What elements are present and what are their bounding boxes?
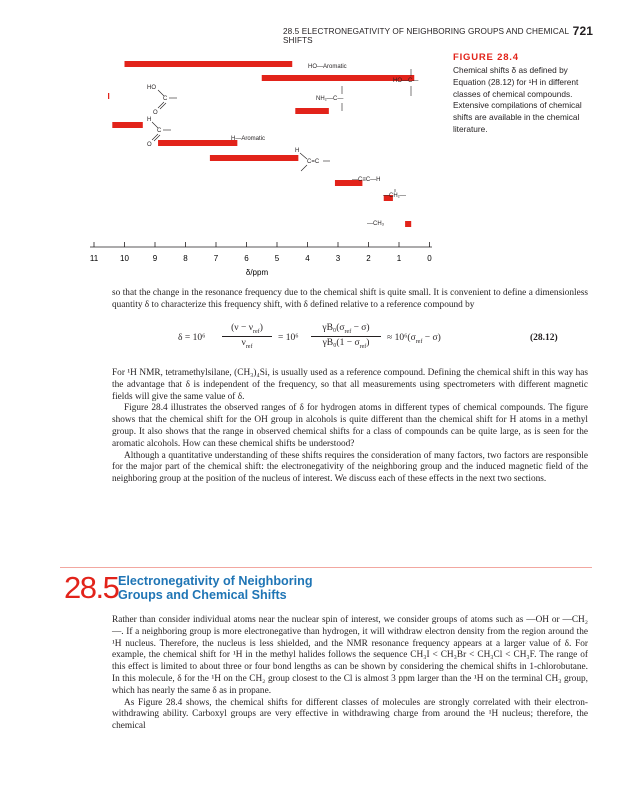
eq-lhs: δ = 10⁶ (178, 333, 206, 343)
acid-o-label: O (153, 110, 158, 116)
eq-frac1: $(\nu - \nu_{ref})$ $\nu_{ref}$ (222, 323, 272, 350)
figure-caption: Chemical shifts δ as defined by Equation (28.12) for ¹H in different classes of chemical compounds. Extensive compilations of chemical shifts are available in the chemical literature. (453, 65, 582, 134)
body-paragraph-2: For ¹H NMR, tetramethylsilane, (CH₃)₄Si, is usually used as a reference compound. Defining the chemical shift in this way has the advantage that δ is independent of the frequency, so that all measurements using spectrometers with different magnetic fields will give the same value of δ. (112, 368, 588, 402)
x-tick-label-7: 7 (213, 254, 219, 263)
acid-c-label: C (163, 96, 168, 102)
label-ch2: —CH₂— (383, 193, 406, 199)
x-tick-label-0: 0 (427, 254, 432, 263)
body-text-continued (112, 368, 588, 486)
section-title-line-1: Electronegativity of Neighboring (118, 574, 313, 588)
acid-ho-label: HO (147, 85, 156, 91)
figure-label: FIGURE 28.4 (453, 52, 519, 63)
page-number: 721 (572, 24, 593, 38)
eq-frac2: $\gamma B_0(\sigma_{ref} - \sigma)$ $\gamma B_0(1 - \sigma_{ref})$ (311, 323, 381, 350)
bar-ho-aromatic (125, 61, 293, 67)
x-tick-label-8: 8 (183, 254, 188, 263)
ald-o-label: O (147, 142, 152, 148)
alk-cc-label: C=C (307, 159, 320, 165)
x-ticks (90, 242, 432, 263)
equation-28-12 (112, 317, 588, 365)
x-tick-label-9: 9 (152, 254, 158, 263)
x-tick-label-4: 4 (305, 254, 310, 263)
section-paragraph-2: As Figure 28.4 shows, the chemical shifts for different classes of molecules are strongly correlated with their electron-withdrawing ability. Carboxyl groups are very effective in withdrawing charge from around the ¹H nucleus; therefore, the chemical (112, 697, 588, 732)
section-paragraph-1: Rather than consider individual atoms near the nuclear spin of interest, we consider groups of atoms such as —OH or —CH₂—. If a neighboring group is more electronegative than hydrogen, it will withdraw electron density from the region around the ¹H nucleus. Therefore, the nucleus is less shielded, and the NMR resonance frequency appears at a larger value of δ. For example, the chemical shift for ¹H in the methyl halides follows the sequence CH₃I < CH₃Br < CH₃Cl < CH₃F. The range of this effect is limited to about three or four bond lengths as can be shown by considering the chemical shifts in 1-chlorobutane. In this molecule, δ for the ¹H on the CH₂ group closest to the Cl is almost 3 ppm larger than the ¹H on the terminal CH₃ group, which has nearly the same δ as in propane. (112, 615, 588, 696)
eq-approx: ≈ $10^6(\sigma_{ref} - \sigma)$ (387, 333, 441, 345)
label-h-aromatic: H—Aromatic (231, 136, 266, 142)
bar-h-aromatic (158, 140, 237, 146)
bar-ho-c-o-carboxylic-acid (108, 93, 109, 99)
section-title (118, 574, 313, 602)
bar-nh-c (295, 108, 329, 114)
x-tick-label-2: 2 (366, 254, 371, 263)
x-tick-label-11: 11 (89, 254, 99, 263)
eq-middle: = 10⁶ (278, 333, 299, 343)
alk-h-label: H (295, 148, 300, 154)
x-tick-label-6: 6 (244, 254, 249, 263)
bar-h-c-o-aldehyde (112, 122, 143, 128)
label-alkyne: —C≡C—H (352, 177, 381, 183)
ald-c-label: C (157, 128, 162, 134)
x-tick-label-3: 3 (335, 254, 341, 263)
running-head-title: 28.5 ELECTRONEGATIVITY OF NEIGHBORING GROUPS AND CHEMICAL SHIFTS (283, 27, 569, 45)
x-tick-label-5: 5 (274, 254, 280, 263)
label-ho-aromatic: HO—Aromatic (308, 64, 347, 70)
label-ho-c: HO—C— (393, 78, 419, 84)
section-number: 28.5 (64, 570, 119, 605)
body-paragraph-4: Although a quantitative understanding of these shifts requires the consideration of many factors, two factors are responsible for the major part of the chemical shift: the electronegativity of the neighboring group and the induced magnetic field of the neighboring group at the position of the nucleus of interest. We discuss each of these effects in the next two sections. (112, 450, 588, 485)
section-text (112, 615, 588, 733)
x-axis-label: δ/ppm (245, 268, 269, 277)
label-ch3: —CH₃ (367, 221, 385, 227)
bar-ho-c (262, 75, 415, 81)
bar-h-c-c-alkene (210, 155, 298, 161)
x-tick-label-1: 1 (396, 254, 402, 263)
label-nh2-c: NH₂—C— (316, 96, 344, 102)
section-title-line-2: Groups and Chemical Shifts (118, 588, 287, 602)
x-tick-label-10: 10 (120, 254, 129, 263)
body-text (112, 288, 588, 312)
body-paragraph-1: so that the change in the resonance frequency due to the chemical shift is quite small. It is convenient to define a dimensionless quantity δ to characterize this frequency shift, with δ defined relative to a reference compound by (112, 288, 588, 310)
chemical-shift-chart (80, 40, 440, 280)
eq-number: (28.12) (530, 333, 558, 343)
bar-ch (405, 221, 411, 227)
section-divider (60, 567, 592, 568)
ald-h-label: H (147, 117, 152, 123)
body-paragraph-3: Figure 28.4 illustrates the observed ranges of δ for hydrogen atoms in different types of chemical compounds. The figure shows that the chemical shift for the OH group in alcohols is quite different than the chemical shift for H atoms in a methyl group. It also shows that the range in observed chemical shifts for a class of compounds can be quite large, as is seen for the aromatic alcohols. How can these chemical shifts be understood? (112, 403, 588, 449)
